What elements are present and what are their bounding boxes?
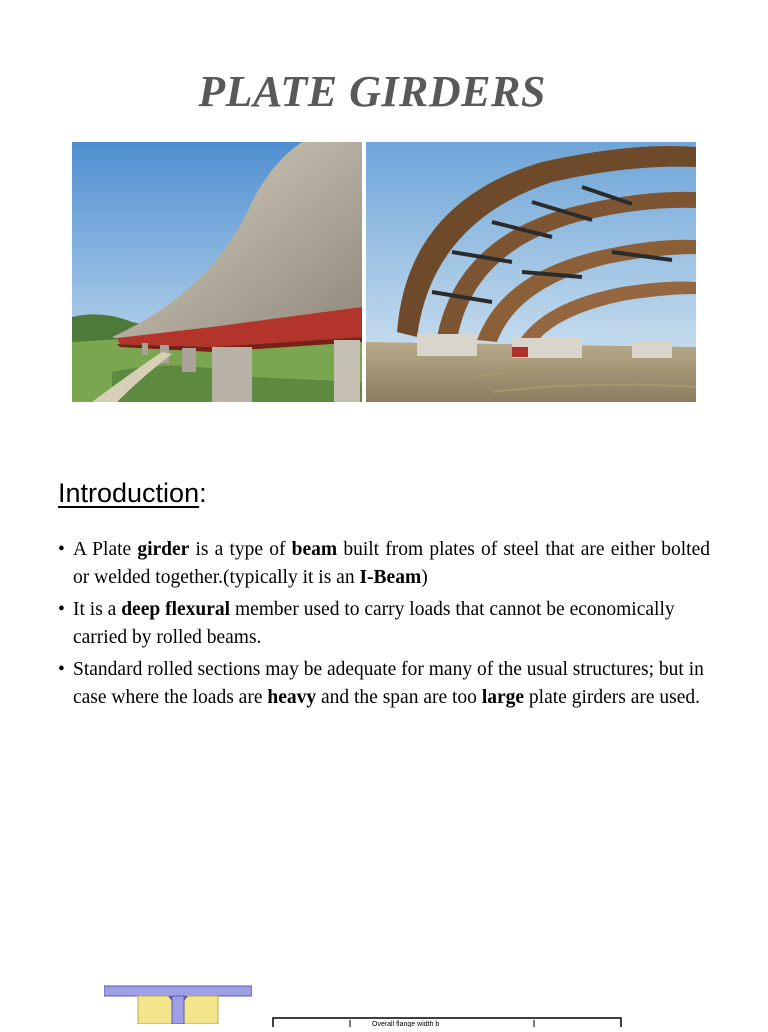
bullet-marker: • [58,539,65,560]
list-item [58,596,710,652]
i-beam-icon [104,985,252,1024]
list-item [58,536,710,592]
photo-left [72,142,362,402]
bullet-marker: • [58,659,65,680]
bridge-photos-image [72,142,696,402]
text-run: A Plate [73,539,138,560]
bold-term: heavy [267,687,317,708]
text-run: built from plates of steel that are either bolted or welded together.(typically it is an [73,539,711,588]
bold-term: girder [137,539,190,560]
bold-term: large [481,687,525,708]
bold-term: I-Beam [359,567,422,588]
bold-term: beam [291,539,338,560]
flange-width-label: Overall flange width b [372,1021,440,1027]
section-heading-text: Introduction [58,478,200,508]
list-item [58,656,710,712]
bullet-marker: • [58,599,65,620]
text-run: It is a [73,599,122,620]
section-heading [58,478,207,509]
section-heading-colon: : [199,478,207,508]
page-title: PLATE GIRDERS [198,67,546,116]
text-run: plate girders are used. [524,687,701,708]
text-run: Standard rolled sections may be adequate for many of the usual structures; but in case where the loads are [73,659,704,708]
text-run: member used to carry loads that cannot be economically carried by rolled beams. [73,599,675,648]
flange-width-diagram [272,1014,622,1027]
text-run: is a type of [189,539,292,560]
bridge-photos [72,142,696,402]
text-run: ) [421,567,428,588]
bold-term: deep flexural [121,599,231,620]
girder-section-diagram [104,985,252,1024]
photo-right [366,142,696,402]
text-run: and the span are too [316,687,482,708]
bullet-list [58,536,710,716]
flange-width-frame [272,1017,622,1027]
